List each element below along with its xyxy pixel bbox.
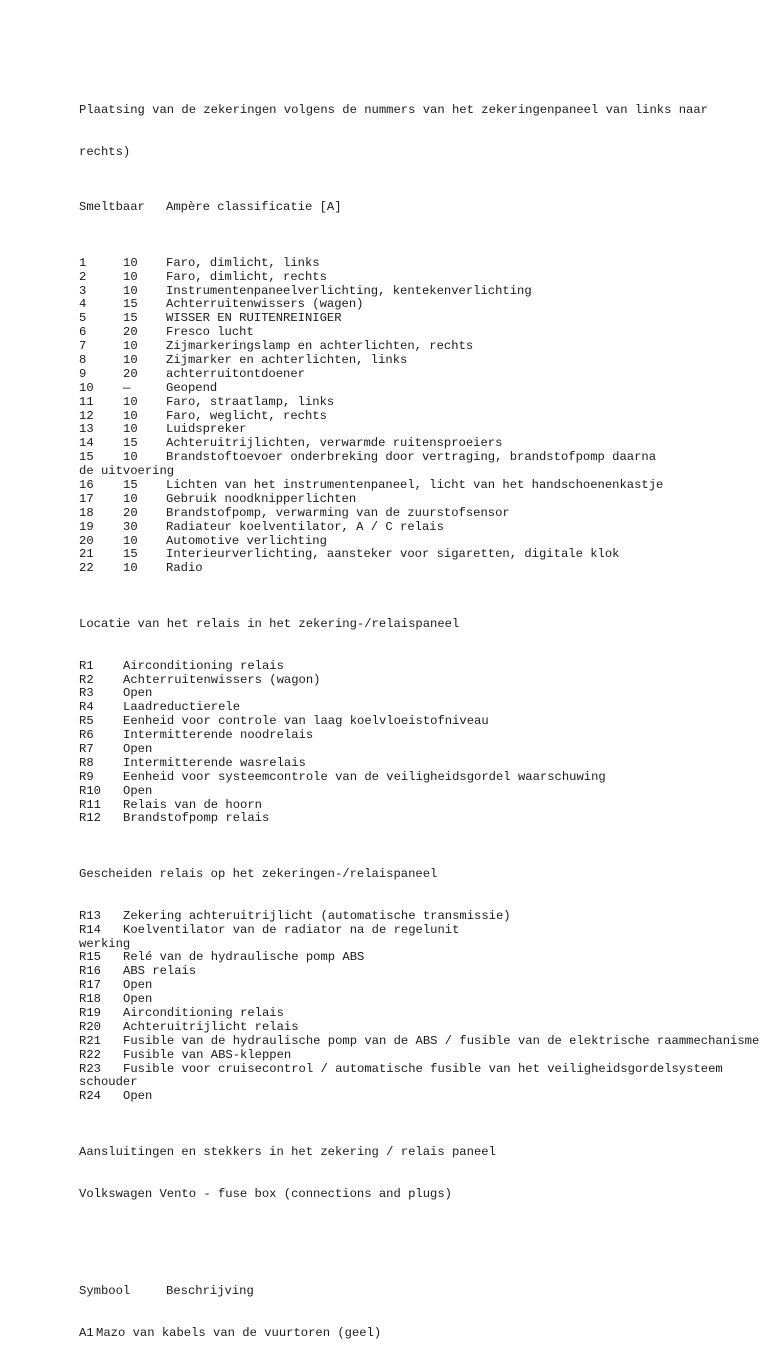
relay-row <box>79 687 768 701</box>
fuse-description: Faro, straatlamp, links <box>166 394 335 409</box>
relay-description: Achterruitenwissers (wagon) <box>123 672 321 687</box>
fuse-number: 19 <box>79 519 94 534</box>
relay-id: R8 <box>79 755 94 770</box>
fuse-description: Lichten van het instrumentenpaneel, licht van het handschoenenkastje <box>166 477 664 492</box>
fuse-table <box>79 257 768 576</box>
connections-section-title: Aansluitingen en stekkers in het zekering / relais paneel <box>79 1144 496 1159</box>
fuse-number: 2 <box>79 269 87 284</box>
fuse-row <box>79 535 768 549</box>
relay-section-title: Locatie van het relais in het zekering-/relaispaneel <box>79 616 460 631</box>
fuse-amperage: 10 <box>123 533 138 548</box>
relay-description: Open <box>123 978 153 993</box>
fuse-row <box>79 562 768 576</box>
fuse-row <box>79 410 768 424</box>
fuse-row <box>79 493 768 507</box>
symbol-table-header <box>79 1285 768 1299</box>
fuse-description: WISSER EN RUITENREINIGER <box>166 311 342 326</box>
relay-description: Koelventilator van de radiator na de regelunit <box>123 922 460 937</box>
fuse-number: 16 <box>79 477 94 492</box>
relay-description: Open <box>123 1089 153 1104</box>
relay-id: R15 <box>79 950 101 965</box>
relay-row <box>79 910 768 924</box>
fuse-amperage: 10 <box>123 422 138 437</box>
fuse-amperage: 20 <box>123 505 138 520</box>
fuse-number: 10 <box>79 380 94 395</box>
fuse-amperage: 15 <box>123 436 138 451</box>
fuse-number: 5 <box>79 311 87 326</box>
fuse-amperage: 20 <box>123 366 138 381</box>
relay-row <box>79 729 768 743</box>
fuse-description: Faro, dimlicht, rechts <box>166 269 327 284</box>
relay-row <box>79 951 768 965</box>
relay-description: Relé van de hydraulische pomp ABS <box>123 950 365 965</box>
fuse-description: Brandstofpomp, verwarming van de zuurstofsensor <box>166 505 510 520</box>
relay-description: Open <box>123 686 153 701</box>
fuse-amperage: 10 <box>123 561 138 576</box>
relay-row <box>79 715 768 729</box>
relay-row <box>79 1007 768 1021</box>
relay-description: Intermitterende noodrelais <box>123 728 314 743</box>
fuse-row <box>79 285 768 299</box>
relay-id: R14 <box>79 922 101 937</box>
fuse-row <box>79 257 768 271</box>
relay-id: R3 <box>79 686 94 701</box>
relay-id: R20 <box>79 1019 101 1034</box>
relay-description: Eenheid voor controle van laag koelvloeistofniveau <box>123 714 489 729</box>
fuse-description: Faro, dimlicht, links <box>166 255 320 270</box>
fuse-header-col2: Ampère classificatie [A] <box>166 200 342 215</box>
fuse-number: 4 <box>79 297 87 312</box>
fuse-row-continuation: de uitvoering <box>79 464 175 479</box>
fuse-row <box>79 521 768 535</box>
fuse-description: achterruitontdoener <box>166 366 305 381</box>
fuse-number: 17 <box>79 491 94 506</box>
fuse-description: Brandstoftoevoer onderbreking door vertraging, brandstofpomp daarna <box>166 450 657 465</box>
fuse-row <box>79 368 768 382</box>
relay-row-continuation: werking <box>79 936 131 951</box>
relay-id: R13 <box>79 908 101 923</box>
fuse-amperage: 15 <box>123 311 138 326</box>
relay-row <box>79 771 768 785</box>
relay-id: R4 <box>79 700 94 715</box>
fuse-row <box>79 354 768 368</box>
relay-description: ABS relais <box>123 964 197 979</box>
relay-description: Open <box>123 783 153 798</box>
relay-description: Fusible van de hydraulische pomp van de ABS / fusible van de elektrische raammechanisme <box>123 1033 760 1048</box>
relay-row <box>79 812 768 826</box>
vehicle-title: Volkswagen Vento - fuse box (connections and plugs) <box>79 1186 452 1201</box>
relay-table <box>79 660 768 827</box>
fuse-number: 9 <box>79 366 87 381</box>
fuse-amperage: 10 <box>123 283 138 298</box>
relay-description: Airconditioning relais <box>123 1005 284 1020</box>
symbol-header-col2: Beschrijving <box>166 1283 254 1298</box>
relay-id: R21 <box>79 1033 101 1048</box>
fuse-number: 1 <box>79 255 87 270</box>
fuse-row <box>79 437 768 451</box>
relay-row <box>79 993 768 1007</box>
relay-description: Open <box>123 992 153 1007</box>
fuse-row <box>79 451 768 465</box>
fuse-number: 8 <box>79 352 87 367</box>
relay-row <box>79 1021 768 1035</box>
fuse-description: Luidspreker <box>166 422 247 437</box>
fuse-number: 12 <box>79 408 94 423</box>
fuse-number: 22 <box>79 561 94 576</box>
fuse-amperage: 20 <box>123 325 138 340</box>
intro-line-1: Plaatsing van de zekeringen volgens de nummers van het zekeringenpaneel van links naar <box>79 102 708 117</box>
relay-id: R10 <box>79 783 101 798</box>
document-body <box>79 76 768 1354</box>
relay-description: Intermitterende wasrelais <box>123 755 306 770</box>
relay-id: R23 <box>79 1061 101 1076</box>
relay-row <box>79 674 768 688</box>
symbol-code: A1 <box>79 1325 94 1340</box>
fuse-description: Achterruitenwissers (wagen) <box>166 297 364 312</box>
relay-row <box>79 660 768 674</box>
relay-id: R17 <box>79 978 101 993</box>
relay-id: R7 <box>79 741 94 756</box>
fuse-number: 13 <box>79 422 94 437</box>
relay-id: R9 <box>79 769 94 784</box>
fuse-header-col1: Smeltbaar <box>79 200 145 215</box>
fuse-description: Zijmarkeringslamp en achterlichten, rechts <box>166 339 474 354</box>
relay-id: R2 <box>79 672 94 687</box>
separate-relay-section-title: Gescheiden relais op het zekeringen-/relaispaneel <box>79 867 438 882</box>
relay-description: Eenheid voor systeemcontrole van de veiligheidsgordel waarschuwing <box>123 769 606 784</box>
relay-row <box>79 1035 768 1049</box>
fuse-number: 7 <box>79 339 87 354</box>
relay-id: R22 <box>79 1047 101 1062</box>
fuse-number: 15 <box>79 450 94 465</box>
relay-row <box>79 799 768 813</box>
relay-row <box>79 757 768 771</box>
fuse-row <box>79 548 768 562</box>
fuse-row <box>79 479 768 493</box>
relay-row <box>79 1049 768 1063</box>
relay-id: R16 <box>79 964 101 979</box>
relay-id: R5 <box>79 714 94 729</box>
fuse-description: Geopend <box>166 380 218 395</box>
fuse-amperage: 10 <box>123 394 138 409</box>
relay-id: R11 <box>79 797 101 812</box>
fuse-table-header <box>79 201 768 215</box>
relay-description: Fusible voor cruisecontrol / automatische fusible van het veiligheidsgordelsysteem <box>123 1061 723 1076</box>
fuse-row <box>79 312 768 326</box>
fuse-description: Instrumentenpaneelverlichting, kentekenverlichting <box>166 283 532 298</box>
fuse-row <box>79 382 768 396</box>
relay-description: Relais van de hoorn <box>123 797 262 812</box>
fuse-row <box>79 507 768 521</box>
symbol-table <box>79 1327 768 1341</box>
relay-row <box>79 1090 768 1104</box>
fuse-row <box>79 340 768 354</box>
relay-row <box>79 743 768 757</box>
relay-row <box>79 979 768 993</box>
symbol-row <box>79 1327 768 1341</box>
fuse-description: Radiateur koelventilator, A / C relais <box>166 519 444 534</box>
fuse-amperage: 30 <box>123 519 138 534</box>
fuse-number: 3 <box>79 283 87 298</box>
relay-description: Brandstofpomp relais <box>123 811 270 826</box>
relay-description: Zekering achteruitrijlicht (automatische transmissie) <box>123 908 511 923</box>
relay-description: Open <box>123 741 153 756</box>
fuse-amperage: 15 <box>123 547 138 562</box>
fuse-amperage: 10 <box>123 491 138 506</box>
relay-id: R1 <box>79 658 94 673</box>
fuse-row <box>79 326 768 340</box>
relay-description: Airconditioning relais <box>123 658 284 673</box>
fuse-amperage: 10 <box>123 269 138 284</box>
fuse-description: Radio <box>166 561 203 576</box>
fuse-row <box>79 396 768 410</box>
relay-id: R12 <box>79 811 101 826</box>
fuse-row <box>79 298 768 312</box>
fuse-amperage: 10 <box>123 450 138 465</box>
fuse-description: Interieurverlichting, aansteker voor sigaretten, digitale klok <box>166 547 620 562</box>
fuse-amperage: 15 <box>123 297 138 312</box>
fuse-number: 21 <box>79 547 94 562</box>
fuse-amperage: 10 <box>123 408 138 423</box>
intro-line-2: rechts) <box>79 144 131 159</box>
fuse-description: Fresco lucht <box>166 325 254 340</box>
relay-row <box>79 785 768 799</box>
spacer <box>79 1229 768 1243</box>
fuse-number: 6 <box>79 325 87 340</box>
fuse-amperage: — <box>123 380 131 395</box>
fuse-number: 18 <box>79 505 94 520</box>
fuse-amperage: 10 <box>123 339 138 354</box>
relay-description: Laadreductierele <box>123 700 241 715</box>
fuse-description: Faro, weglicht, rechts <box>166 408 327 423</box>
relay-row <box>79 924 768 938</box>
fuse-amperage: 10 <box>123 352 138 367</box>
fuse-description: Gebruik noodknipperlichten <box>166 491 357 506</box>
fuse-amperage: 10 <box>123 255 138 270</box>
relay-row <box>79 1063 768 1077</box>
relay-row <box>79 965 768 979</box>
relay-row <box>79 701 768 715</box>
symbol-description: Mazo van kabels van de vuurtoren (geel) <box>96 1325 382 1340</box>
fuse-description: Zijmarker en achterlichten, links <box>166 352 408 367</box>
fuse-row <box>79 271 768 285</box>
relay-id: R19 <box>79 1005 101 1020</box>
separate-relay-table <box>79 910 768 1104</box>
relay-description: Achteruitrijlicht relais <box>123 1019 299 1034</box>
relay-id: R18 <box>79 992 101 1007</box>
relay-id: R24 <box>79 1089 101 1104</box>
fuse-description: Automotive verlichting <box>166 533 327 548</box>
fuse-row <box>79 423 768 437</box>
fuse-number: 14 <box>79 436 94 451</box>
relay-id: R6 <box>79 728 94 743</box>
fuse-number: 20 <box>79 533 94 548</box>
relay-row-continuation: schouder <box>79 1075 138 1090</box>
symbol-header-col1: Symbool <box>79 1283 131 1298</box>
fuse-description: Achteruitrijlichten, verwarmde ruitensproeiers <box>166 436 503 451</box>
fuse-amperage: 15 <box>123 477 138 492</box>
fuse-number: 11 <box>79 394 94 409</box>
relay-description: Fusible van ABS-kleppen <box>123 1047 292 1062</box>
